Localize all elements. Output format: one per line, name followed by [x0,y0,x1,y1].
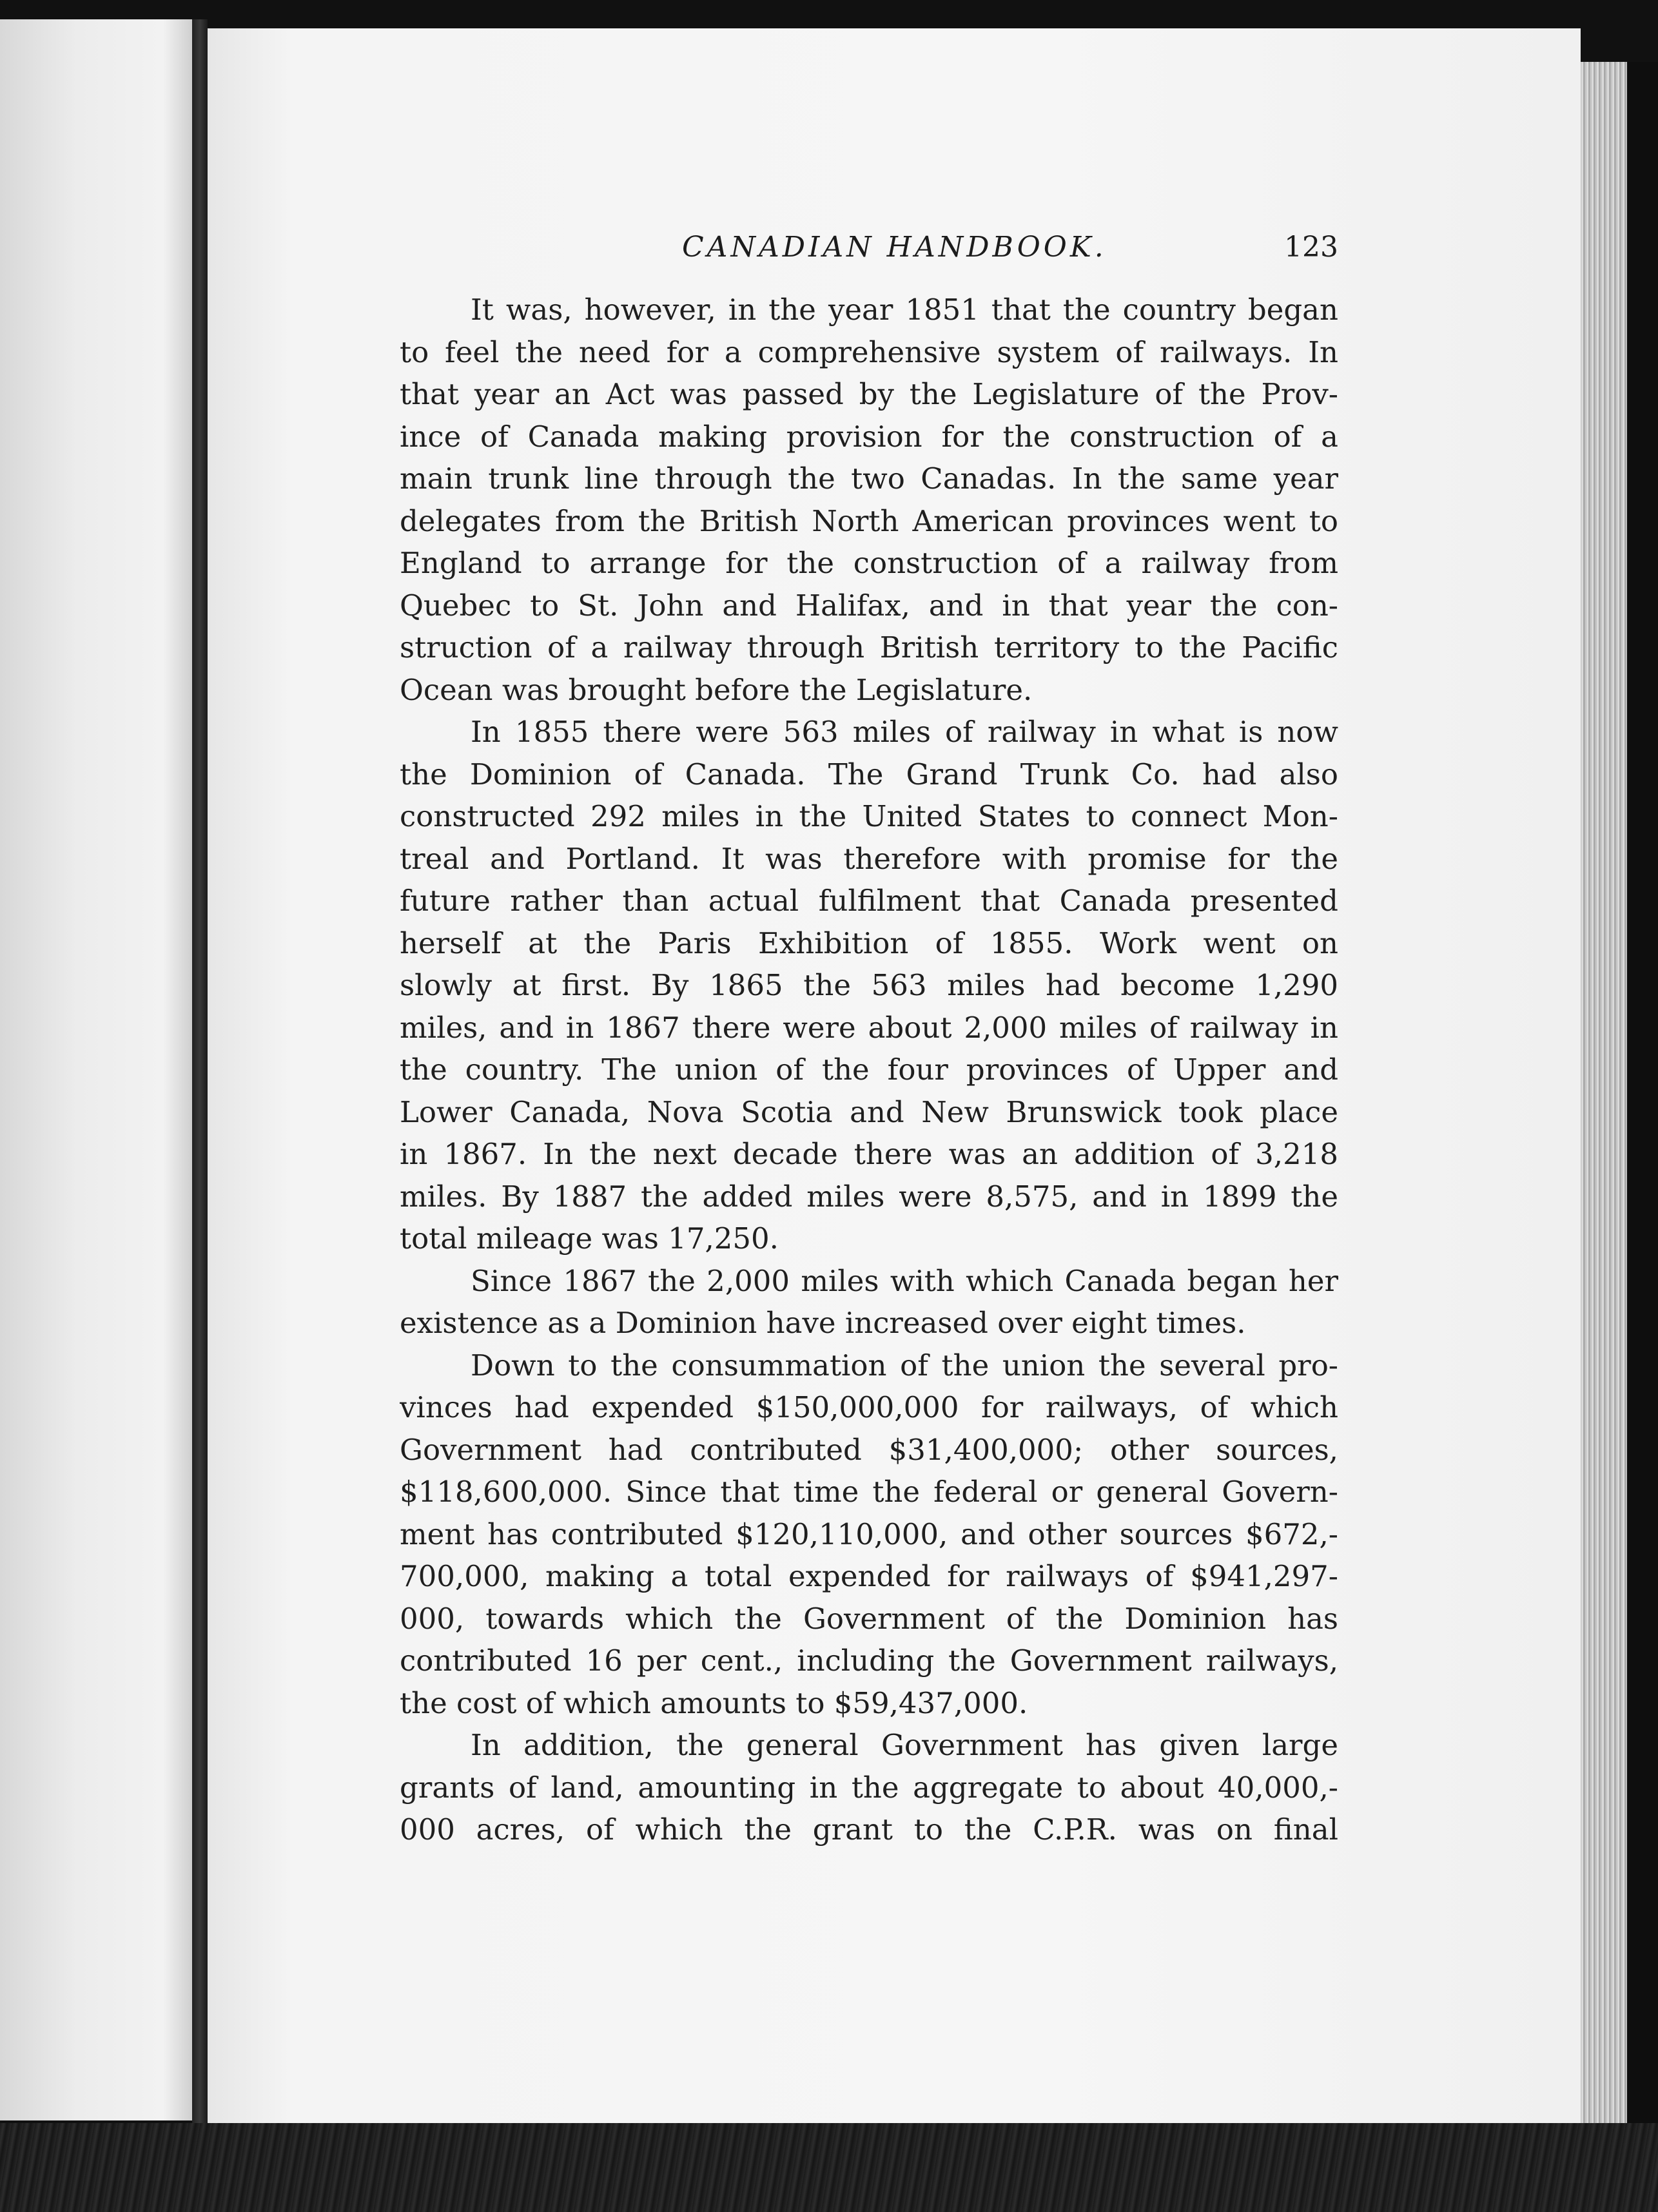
page-edge-shadow [1627,62,1658,2212]
left-page [0,19,192,2120]
text-line: struction of a railway through British territory to the Pacific [400,630,1338,665]
text-line: 000, towards which the Government of the Dominion has [400,1601,1338,1636]
text-line: delegates from the British North American provinces went to [400,503,1338,538]
text-line: Ocean was brought before the Legislature. [400,672,1033,707]
text-line: vinces had expended $150,000,000 for railways, of which [400,1390,1338,1424]
paragraph [400,711,1338,1260]
text-line: 700,000, making a total expended for railways of $941,297- [400,1559,1338,1593]
text-line: the Dominion of Canada. The Grand Trunk Co. had also [400,757,1338,791]
text-line: miles. By 1887 the added miles were 8,575, and in 1899 the [400,1179,1338,1214]
text-line: Lower Canada, Nova Scotia and New Brunswick took place [400,1094,1338,1129]
text-line: the country. The union of the four provinces of Upper and [400,1053,1338,1087]
page-edges [1581,62,1627,2157]
paragraph [400,289,1338,711]
text-line: $118,600,000. Since that time the federal or general Govern- [400,1475,1338,1509]
text-line: herself at the Paris Exhibition of 1855. Work went on [400,926,1338,960]
text-line: future rather than actual fulfilment that Canada presented [400,884,1338,918]
text-line: ince of Canada making provision for the construction of a [400,419,1338,454]
text-line: slowly at first. By 1865 the 563 miles had become 1,290 [400,968,1338,1002]
text-line: In 1855 there were 563 miles of railway in what is now [471,715,1338,749]
text-line: Quebec to St. John and Halifax, and in that year the con- [400,588,1338,623]
paragraph [400,1260,1338,1344]
scanner-background [0,2123,1658,2212]
paragraph [400,1344,1338,1725]
text-line: 000 acres, of which the grant to the C.P.R. was on final [400,1812,1338,1847]
text-line: Since 1867 the 2,000 miles with which Canada began her [471,1263,1338,1298]
text-line: in 1867. In the next decade there was an addition of 3,218 [400,1137,1338,1171]
text-line: constructed 292 miles in the United States to connect Mon- [400,799,1338,833]
text-line: to feel the need for a comprehensive system of railways. In [400,335,1338,369]
text-line: It was, however, in the year 1851 that the country began [471,293,1338,327]
running-header [387,231,1338,267]
book-gutter [192,19,208,2127]
text-line: Down to the consummation of the union the several pro- [471,1348,1338,1382]
paragraph [400,1724,1338,1851]
text-line: miles, and in 1867 there were about 2,000 miles of railway in [400,1010,1338,1045]
page-number: 123 [1284,231,1338,264]
text-line: treal and Portland. It was therefore with promise for the [400,841,1338,876]
text-line: existence as a Dominion have increased over eight times. [400,1306,1246,1340]
text-line: grants of land, amounting in the aggregate to about 40,000,- [400,1770,1338,1805]
text-line: ment has contributed $120,110,000, and other sources $672,- [400,1517,1338,1551]
text-line: England to arrange for the construction of a railway from [400,546,1338,580]
text-line: contributed 16 per cent., including the Government railways, [400,1644,1338,1678]
running-title: CANADIAN HANDBOOK. [682,231,1107,264]
body-text [400,289,1338,1851]
text-line: that year an Act was passed by the Legislature of the Prov- [400,377,1338,411]
text-line: In addition, the general Government has given large [471,1728,1338,1762]
text-line: total mileage was 17,250. [400,1221,779,1256]
text-line: main trunk line through the two Canadas. In the same year [400,461,1338,496]
text-line: the cost of which amounts to $59,437,000. [400,1685,1028,1720]
text-line: Government had contributed $31,400,000; other sources, [400,1432,1338,1467]
